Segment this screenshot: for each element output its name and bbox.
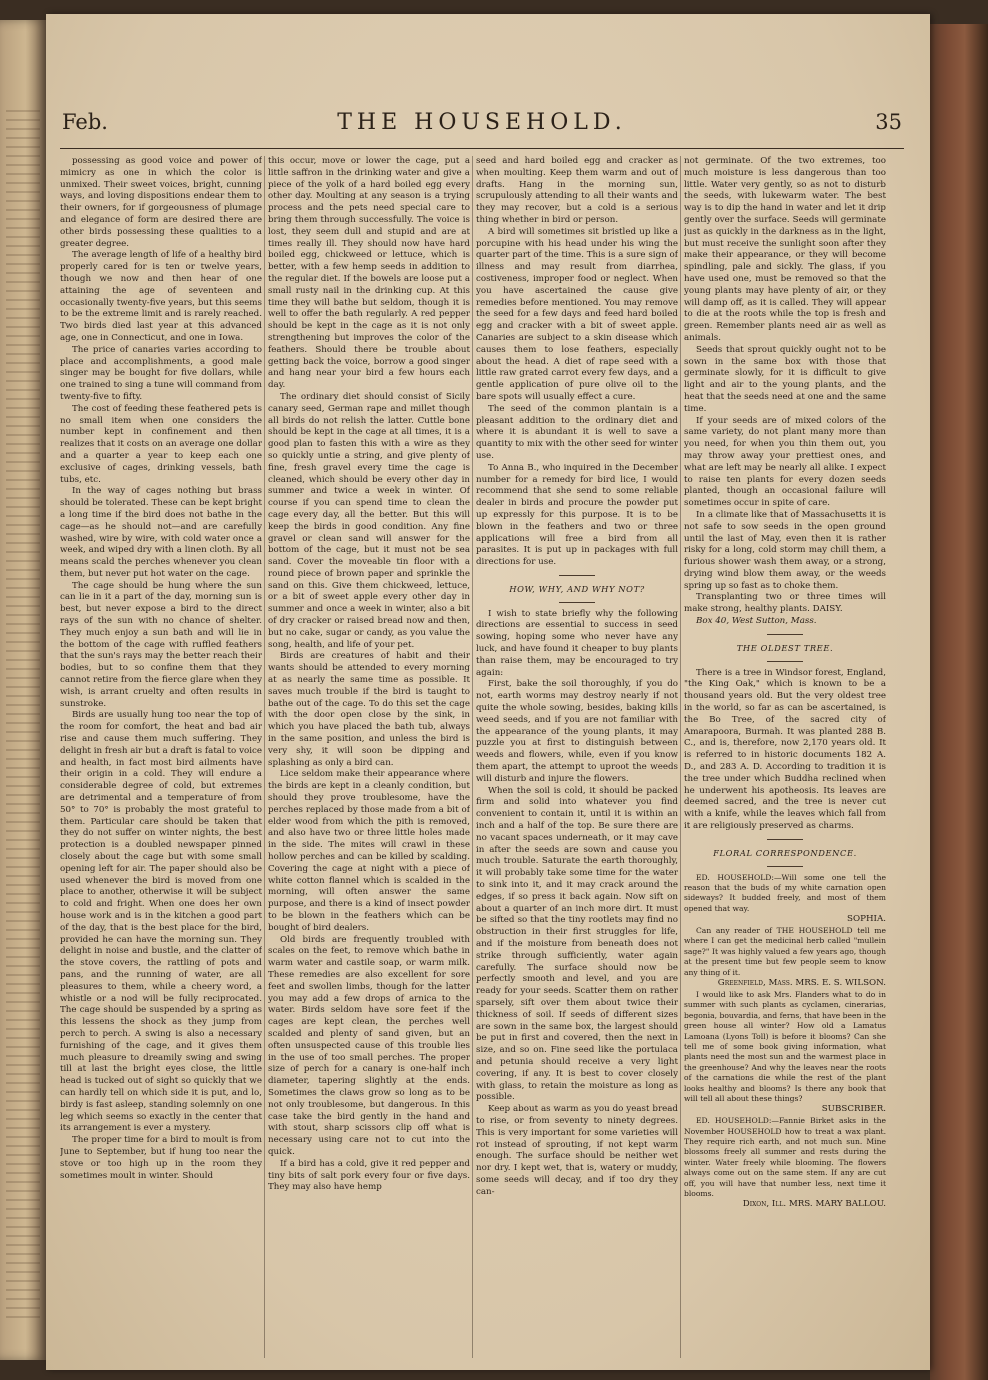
page-number: 35 [875,110,902,134]
article-paragraph: not germinate. Of the two extremes, too much moisture is less dangerous than too little. Water very gently, so as not to disturb the seeds, with lukewarm water. The best way is to dip the hand in water and let it drip gently over the surface. Seeds will germinate just as quickly in the darkness as in the light, but must receive the sunlight soon after they make their appearance, or they will become spindling, pale and sickly. The glass, if you have used one, must be removed so that the young plants may have plenty of air, or they will damp off, as it is called. They will appear to die at the roots while the top is fresh and green. Remember plants need air as well as animals. [684,156,886,343]
column-2 [268,156,470,1358]
article-paragraph: The cage should be hung where the sun can lie in it a part of the day, morning sun is best, but never expose a bird to the direct rays of the sun with no chance of shelter. They much enjoy a sun bath and will lie in the bottom of the cage with ruffled feathers that the sun's rays may the better reach their bodies, but to so confine them that they cannot retire from the fierce glare when they wish, is arrant cruelty and often results in sunstroke. [60,580,262,709]
article-paragraph: The proper time for a bird to moult is from June to September, but if hung too near the stove or too high up in the room they sometimes moult in winter. Should [60,1135,262,1181]
adjacent-page-edge [0,20,46,1360]
section-separator [559,575,595,576]
article-paragraph: The average length of life of a healthy bird properly cared for is ten or twelve years, though we now and then hear of one attaining the age of seventeen and occasionally twenty-five years, but this seems to be the extreme limit and is rarely reached. Two birds died last year at this advanced age, one in Connecticut, and one in Iowa. [60,250,262,343]
column-1 [60,156,262,1358]
article-paragraph: possessing as good voice and power of mimicry as one in which the color is unmixed. Their sweet voices, bright, cunning ways, and loving dispositions endear them to their owners, for if gorgeousness of plumage and elegance of form are desired there are other birds possessing these qualities to a greater degree. [60,156,262,249]
letter-paragraph: I would like to ask Mrs. Flanders what to do in summer with such plants as cyclamen, cinerarias, begonia, bouvardia, and ferns, that have been in the green house all winter? How old a Lamatus Lamoana (Lyons Toll) is before it blooms? Can she tell me of some book giving information, what plants need the most sun and the warmest place in the greenhouse? And why the leaves near the roots of the carnations die while the rest of the plant looks healthy and blooms? Is there any book that will tell all about these things? [684,989,886,1103]
column-divider [264,156,265,1358]
article-paragraph: A bird will sometimes sit bristled up like a porcupine with his head under his wing the quarter part of the time. This is a sure sign of illness and may result from diarrhea, costiveness, improper food or neglect. When you have ascertained the cause give remedies before mentioned. You may remove the seed for a few days and feed hard boiled egg and cracker with a bit of sweet apple. Canaries are subject to a skin disease which causes them to lose feathers, especially about the head. A diet of rape seed with a little raw grated carrot every few days, and a gentle application of pure olive oil to the bare spots will usually effect a cure. [476,226,678,402]
text-columns [60,156,906,1358]
article-paragraph: Transplanting two or three times will make strong, healthy plants. DAISY. [684,592,886,615]
letter-paragraph: ED. HOUSEHOLD:—Fannie Birket asks in the November HOUSEHOLD how to treat a wax plant. They require rich earth, and not much sun. Mine blossoms freely all summer and rests during the winter. Water freely while blooming. The flowers always come out on the same stem. If any are cut off, you will have that number less, next time it blooms. [684,1116,886,1198]
article-paragraph: Keep about as warm as you do yeast bread to rise, or from seventy to ninety degrees. This is very important for some varieties will rot instead of sprouting, if not kept warm enough. The surface should be neither wet nor dry. I kept wet, that is, watery or muddy, some seeds will decay, and if too dry they can- [476,1104,678,1197]
newspaper-page [46,14,930,1370]
article-paragraph: The cost of feeding these feathered pets is no small item when one considers the number kept in confinement and then realizes that it costs on an average one dollar and a quarter a year to keep each one exclusive of cages, drinking vessels, bath tubs, etc. [60,403,262,485]
section-heading: FLORAL CORRESPONDENCE. [713,847,857,858]
section-separator [767,866,803,867]
column-4 [684,156,886,1358]
article-paragraph: There is a tree in Windsor forest, England, "the King Oak," which is known to be a thousand years old. But the very oldest tree in the world, so far as can be ascertained, is the Bo Tree, of the sacred city of Amarapoora, Burmah. It was planted 288 B. C., and is, therefore, now 2,170 years old. It is referred to in historic documents 182 A. D., and 283 A. D. According to tradition it is the tree under which Buddha reclined when he underwent his apotheosis. Its leaves are deemed sacred, and the tree is never cut with a knife, while the leaves which fall from it are religiously preserved as charms. [684,667,886,832]
article-paragraph: Birds are creatures of habit and their wants should be attended to every morning at as nearly the same time as possible. It saves much trouble if the bird is taught to bathe out of the cage. To do this set the cage with the door open close by the sink, in which you have placed the bath tub, always in the same position, and unless the bird is very shy, it will soon be dipping and splashing as only a bird can. [268,651,470,768]
article-paragraph: In the way of cages nothing but brass should be tolerated. These can be kept bright a long time if the bird does not bathe in the cage—as he should not—and are carefully washed, wire by wire, with cold water once a week, and wiped dry with a linen cloth. By all means scald the perches whenever you clean them, but never put hot water on the cage. [60,486,262,579]
adjacent-page-text [6,110,40,1320]
header-month: Feb. [62,110,108,134]
article-paragraph: In a climate like that of Massachusetts it is not safe to sow seeds in the open ground until the last of May, even then it is rather risky for a long, cold storm may chill them, a furious shower wash them away, or a strong, drying wind blow them away, or the weeds spring up so fast as to choke them. [684,509,886,591]
article-paragraph: To Anna B., who inquired in the December number for a remedy for bird lice, I would recommend that she send to some reliable dealer in birds and procure the powder put up expressly for this purpose. It is to be blown in the feathers and two or three applications will free a bird from all parasites. It is put up in packages with full directions for use. [476,462,678,568]
article-paragraph: Box 40, West Sutton, Mass. [696,616,817,627]
article-paragraph: Old birds are frequently troubled with scales on the feet, to remove which bathe in warm water and castile soap, or warm milk. These remedies are also excellent for sore feet and swollen limbs, though for the latter you may add a few drops of arnica to the water. Birds seldom have sore feet if the cages are kept clean, the perches well scalded and plenty of sand given, but an often unsuspected cause of this trouble lies in the use of too small perches. The proper size of perch for a canary is one-half inch diameter, tapering slightly at the ends. Sometimes the claws grow so long as to be not only troublesome, but dangerous. In this case take the bird gently in the hand and with stout, sharp scissors clip off what is necessary using care not to cut into the quick. [268,934,470,1157]
article-paragraph: Birds are usually hung too near the top of the room for comfort, the heat and bad air rise and cause them much suffering. They delight in fresh air but a draft is fatal to voice and health, in fact most bird ailments have their origin in a cold. They will endure a considerable degree of cold, but extremes are detrimental and a temperature of from 50° to 70° is probably the most grateful to them. Particular care should be taken that they do not suffer on winter nights, the best protection is a doubled newspaper pinned closely about the cage but with some small opening left for air. The paper should also be used whenever the bird is moved from one place to another, otherwise it will be subject to cold and fright. When one does her own house work and is in the kitchen a good part of the day, that is the best place for the bird, provided he can have the morning sun. They delight in noise and bustle, and the clatter of the stove covers, the rattling of pots and pans, and the running of water, are all pleasures to them, while a cheery word, a whistle or a nod will be fully reciprocated. The cage should be suspended by a spring as this lessens the shock as they jump from perch to perch. A swing is also a necessary furnishing of the cage, and it gives them much pleasure to dreamily swing and swing till at last the bright eyes close, the little head is tucked out of sight so quickly that we can hardly tell on which side it is put, and lo, birdy is fast asleep, standing solemnly on one leg which seems so exactly in the center that its arrangement is ever a mystery. [60,710,262,1134]
section-separator [559,602,595,603]
column-divider [680,156,681,1358]
section-heading: HOW, WHY, AND WHY NOT? [509,583,645,594]
article-paragraph: The price of canaries varies according to place and accomplishments, a good male singer may be bought for five dollars, while one trained to sing a tune will command from twenty-five to fifty. [60,344,262,402]
article-paragraph: First, bake the soil thoroughly, if you do not, earth worms may destroy nearly if not quite the whole sowing, besides, baking kills weed seeds, and if you are not familiar with the appearance of the young plants, it may puzzle you at first to distinguish between weeds and flowers, while, even if you know them apart, the attempt to uproot the weeds will disturb and injure the flowers. [476,679,678,784]
article-paragraph: seed and hard boiled egg and cracker as when moulting. Keep them warm and out of drafts. Hang in the morning sun, scrupulously attending to all their wants and they may recover, but a cold is a serious thing whether in bird or person. [476,156,678,225]
article-paragraph: When the soil is cold, it should be packed firm and solid into whatever you find convenient to contain it, until it is within an inch and a half of the top. Be sure there are no vacant spaces underneath, or it may cave in after the seeds are sown and cause you much trouble. Saturate the earth thoroughly, it will probably take some time for the water to sink into it, and it may crack around the edges, if so press it back again. Now sift on about a quarter of an inch more dirt. It must be sifted so that the tiny rootlets may find no obstruction in their first struggles for life, and if the moisture from beneath does not strike through sufficiently, water again carefully. The surface should now be perfectly smooth and level, and you are ready for your seeds. Scatter them on rather sparsely, sift over them about twice their thickness of soil. If seeds of different sizes are sown in the same box, the largest should be put in first and covered, then the next in size, and so on. Fine seed like the portulaca and petunia should receive a very light covering, if any. It is best to cover closely with glass, to retain the moisture as long as possible. [476,785,678,1103]
masthead-title: THE HOUSEHOLD. [337,110,627,135]
page-header [62,110,902,150]
section-separator [767,839,803,840]
article-paragraph: If a bird has a cold, give it red pepper and tiny bits of salt pork every four or five days. They may also have hemp [268,1158,470,1193]
section-heading: THE OLDEST TREE. [736,642,834,653]
column-3 [476,156,678,1358]
signature: SOPHIA. [847,914,886,925]
header-rule [60,148,904,149]
article-paragraph: The seed of the common plantain is a pleasant addition to the ordinary diet and where it is abundant it is well to save a quantity to mix with the other seed for winter use. [476,403,678,461]
signature: SUBSCRIBER. [821,1104,886,1115]
letter-paragraph: Can any reader of THE HOUSEHOLD tell me where I can get the medicinal herb called "mullein sage?" It was highly valued a few years ago, though at the present time but few people seem to know any thing of it. [684,926,886,977]
article-paragraph: The ordinary diet should consist of Sicily canary seed, German rape and millet though all birds do not relish the latter. Cuttle bone should be kept in the cage at all times, it is a good plan to fasten this with a wire as they so quickly untie a string, and give plenty of fine, fresh gravel every time the cage is cleaned, which should be every other day in summer and twice a week in winter. Of course if you can spend time to clean the cage every day, all the better. But this will keep the birds in good condition. Any fine gravel or clean sand will answer for the bottom of the cage, but it must not be sea sand. Cover the moveable tin floor with a round piece of brown paper and sprinkle the sand on this. Give them chickweed, lettuce, or a bit of sweet apple every other day in summer and once a week in winter, also a bit of dry cracker or raised bread now and then, but no cake, sugar or candy, as you value the song, health, and life of your pet. [268,391,470,650]
book-binding [930,24,988,1380]
section-separator [767,661,803,662]
column-divider [472,156,473,1358]
section-separator [767,634,803,635]
article-paragraph: If your seeds are of mixed colors of the same variety, do not plant many more than you need, for when you thin them out, you may throw away your prettiest ones, and what are left may be nearly all alike. I expect to raise ten plants for every dozen seeds planted, though an occasional failure will sometimes occur in spite of care. [684,415,886,509]
article-paragraph: this occur, move or lower the cage, put a little saffron in the drinking water and give a piece of the yolk of a hard boiled egg every other day. Moulting at any season is a trying process and the pets need special care to bring them through successfully. The voice is lost, they seem dull and stupid and are at times really ill. They should now have hard boiled egg, chickweed or lettuce, which is better, with a few hemp seeds in addition to the regular diet. If the bowels are loose put a small rusty nail in the drinking cup. At this time they will bathe but seldom, though it is well to offer the bath regularly. A red pepper should be kept in the cage as it is not only strengthening but improves the color of the feathers. Should there be trouble about getting back the voice, borrow a good singer and hang near your bird a few hours each day. [268,156,470,391]
signature: Greenfield, Mass. MRS. E. S. WILSON. [717,978,886,989]
article-paragraph: I wish to state briefly why the following directions are essential to success in seed sowing, hoping some who never have any luck, and have found it cheaper to buy plants than raise them, may be encouraged to try again: [476,608,678,678]
article-paragraph: Lice seldom make their appearance where the birds are kept in a cleanly condition, but should they prove troublesome, have the perches replaced by those made from a bit of elder wood from which the pith is removed, and also have two or three little holes made in the side. The mites will crawl in these hollow perches and can be killed by scalding. Covering the cage at night with a piece of white cotton flannel which is scalded in the morning, will often answer the same purpose, and there is a kind of insect powder to be blown in the feathers which can be bought of bird dealers. [268,769,470,933]
signature: Dixon, Ill. MRS. MARY BALLOU. [742,1199,886,1210]
letter-paragraph: ED. HOUSEHOLD:—Will some one tell the reason that the buds of my white carnation open sideways? It budded freely, and most of them opened that way. [684,872,886,913]
article-paragraph: Seeds that sprout quickly ought not to be sown in the same box with those that germinate slowly, for it is difficult to give light and air to the young plants, and the heat that the seeds need at one and the same time. [684,344,886,414]
